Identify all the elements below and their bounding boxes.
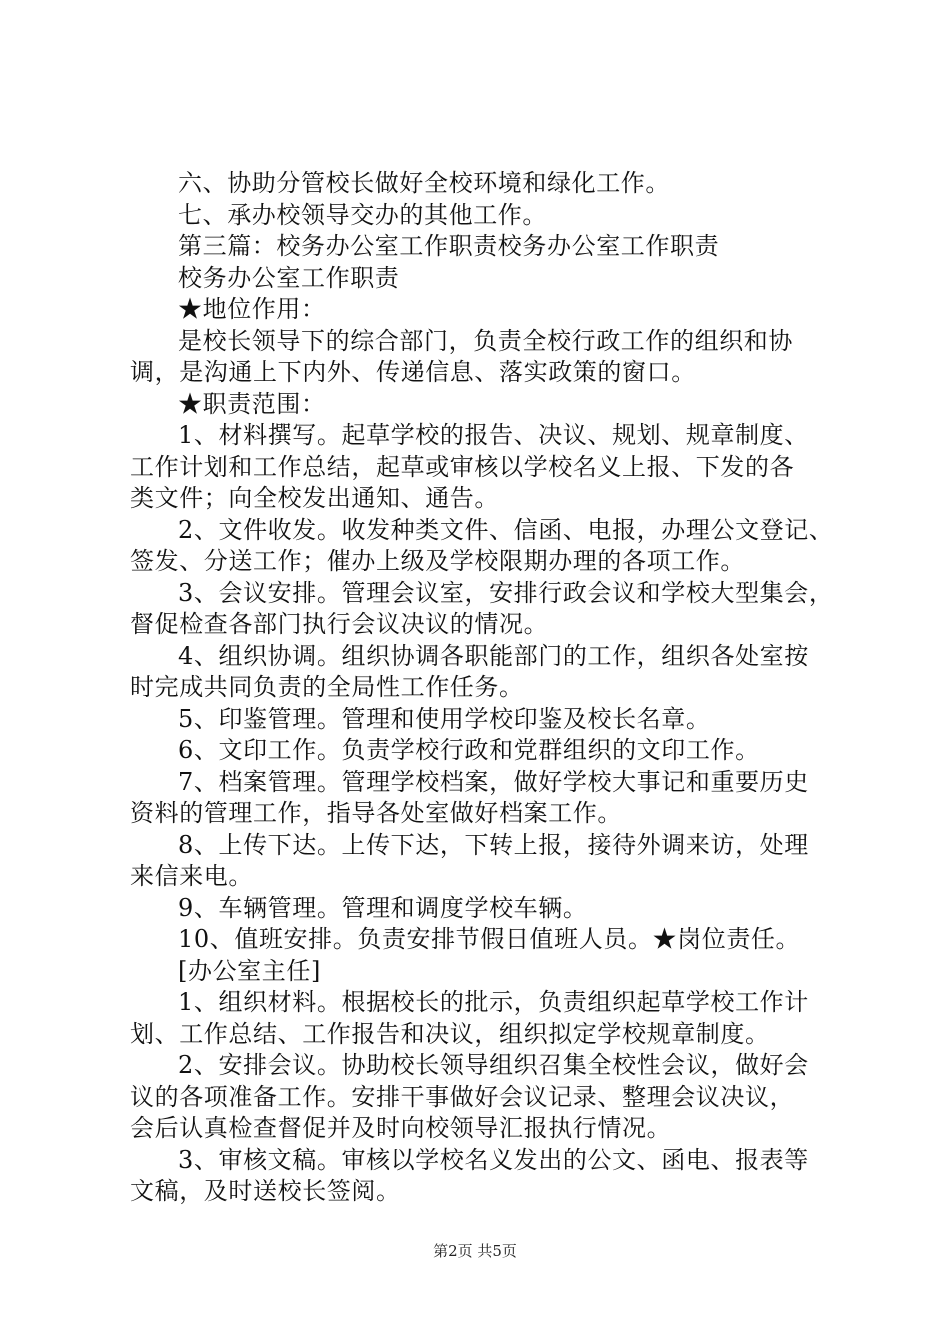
text-line: 文稿，及时送校长签阅。 — [130, 1177, 401, 1205]
page-footer: 第2页 共5页 — [433, 1242, 517, 1260]
text-line: 3、审核文稿。审核以学校名义发出的公文、函电、报表等 — [178, 1145, 809, 1174]
text-line: 6、文印工作。负责学校行政和党群组织的文印工作。 — [178, 736, 760, 764]
text-line: [办公室主任] — [178, 956, 321, 985]
text-line: 签发、分送工作；催办上级及学校限期办理的各项工作。 — [130, 547, 745, 575]
text-line: 督促检查各部门执行会议决议的情况。 — [130, 610, 549, 638]
text-line: 工作计划和工作总结，起草或审核以学校名义上报、下发的各 — [130, 452, 795, 481]
text-line: 六、协助分管校长做好全校环境和绿化工作。 — [178, 169, 670, 197]
text-line: 类文件；向全校发出通知、通告。 — [130, 484, 499, 512]
text-line: 2、安排会议。协助校长领导组织召集全校性会议，做好会 — [178, 1051, 809, 1079]
text-line: 来信来电。 — [130, 862, 253, 890]
text-line: 4、组织协调。组织协调各职能部门的工作，组织各处室按 — [178, 641, 809, 670]
text-line: 议的各项准备工作。安排干事做好会议记录、整理会议决议， — [130, 1082, 795, 1111]
text-line: 3、会议安排。管理会议室，安排行政会议和学校大型集会， — [178, 578, 834, 607]
text-line: 10、值班安排。负责安排节假日值班人员。★岗位责任。 — [178, 925, 801, 953]
text-line: 会后认真检查督促并及时向校领导汇报执行情况。 — [130, 1114, 672, 1142]
text-line: 校务办公室工作职责 — [178, 263, 400, 292]
text-line: ★职责范围： — [178, 389, 326, 418]
text-line: 划、工作总结、工作报告和决议，组织拟定学校规章制度。 — [130, 1019, 770, 1048]
text-line: ★地位作用： — [178, 295, 326, 323]
text-line: 7、档案管理。管理学校档案，做好学校大事记和重要历史 — [178, 767, 809, 796]
text-line: 时完成共同负责的全局性工作任务。 — [130, 673, 524, 701]
text-line: 资料的管理工作，指导各处室做好档案工作。 — [130, 799, 622, 827]
text-line: 1、组织材料。根据校长的批示，负责组织起草学校工作计 — [178, 988, 809, 1016]
text-line: 七、承办校领导交办的其他工作。 — [178, 200, 547, 229]
document-body — [130, 168, 834, 1208]
text-line: 2、文件收发。收发种类文件、信函、电报，办理公文登记、 — [178, 515, 834, 544]
text-line: 5、印鉴管理。管理和使用学校印鉴及校长名章。 — [178, 704, 711, 733]
text-line: 第三篇：校务办公室工作职责校务办公室工作职责 — [178, 232, 720, 260]
text-line: 8、上传下达。上传下达，下转上报，接待外调来访，处理 — [178, 830, 809, 859]
text-line: 调，是沟通上下内外、传递信息、落实政策的窗口。 — [130, 358, 696, 386]
text-line: 1、材料撰写。起草学校的报告、决议、规划、规章制度、 — [178, 421, 809, 449]
text-line: 是校长领导下的综合部门，负责全校行政工作的组织和协 — [178, 326, 793, 355]
text-line: 9、车辆管理。管理和调度学校车辆。 — [178, 893, 588, 922]
